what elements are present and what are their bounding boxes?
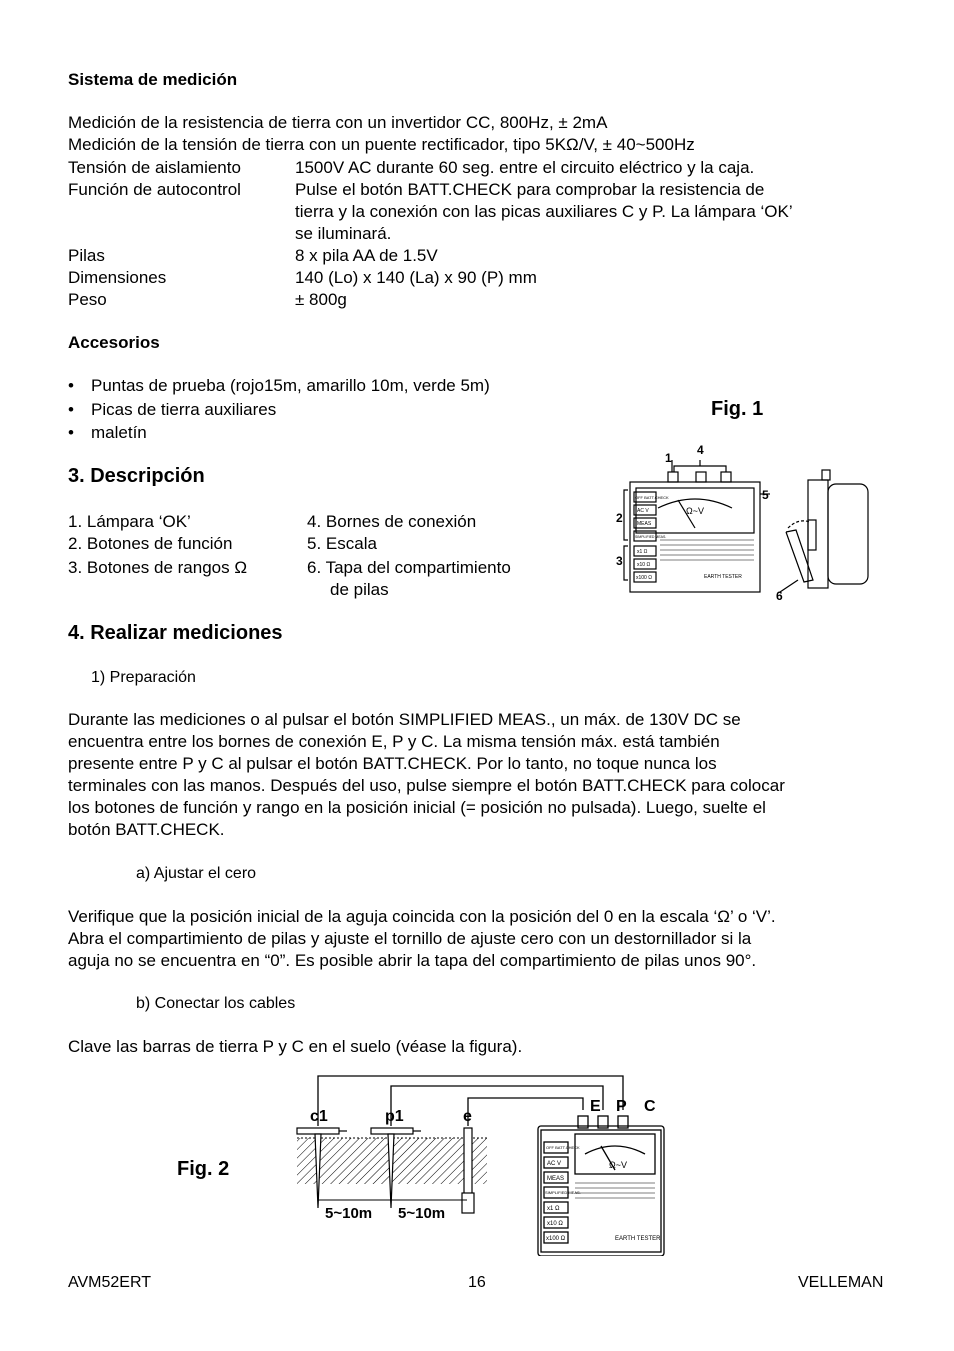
fig2-button-label: MEAS xyxy=(547,1176,565,1182)
fig1-callout: 3 xyxy=(616,554,623,568)
spec-label: Tensión de aislamiento xyxy=(68,158,241,177)
fig1-callout: 5 xyxy=(762,488,769,502)
footer-model: AVM52ERT xyxy=(68,1274,151,1291)
fig2-button-label: OFF BATT.CHECK xyxy=(546,1145,580,1150)
terminal-p xyxy=(696,472,706,482)
bullet-icon: • xyxy=(68,423,74,442)
fig2-caption: Fig. 2 xyxy=(177,1158,230,1180)
spec-value: 1500V AC durante 60 seg. entre el circuito eléctrico y la caja. xyxy=(295,158,755,177)
fig2-tester xyxy=(538,1116,664,1256)
fig1-button-label: x1 Ω xyxy=(637,549,648,555)
terminal-e xyxy=(668,472,678,482)
paragraph-line: Abra el compartimiento de pilas y ajuste el tornillo de ajuste cero con un destornillador si la xyxy=(68,929,752,948)
spec-value: Pulse el botón BATT.CHECK para comprobar la resistencia de xyxy=(295,180,765,199)
spec-value: 8 x pila AA de 1.5V xyxy=(295,246,438,265)
section-heading-realizar: 4. Realizar mediciones xyxy=(68,622,283,644)
battery-cover-slot xyxy=(808,520,816,550)
side-case xyxy=(828,484,868,584)
rod-c1-handle xyxy=(297,1128,339,1134)
fig2-label-p1: p1 xyxy=(385,1108,404,1125)
paragraph-line: botón BATT.CHECK. xyxy=(68,820,225,839)
paragraph-line: terminales con las manos. Después del uso, pulse siempre el botón BATT.CHECK para colocar xyxy=(68,776,785,795)
description-item: 2. Botones de función xyxy=(68,534,233,553)
footer-page-number: 16 xyxy=(468,1274,486,1291)
spec-label: Pilas xyxy=(68,246,105,265)
subheading-preparacion: 1) Preparación xyxy=(91,669,196,686)
fig2-label-E: E xyxy=(590,1098,601,1115)
fig1-button-label: SIMPLIFIED MEAS. xyxy=(635,535,667,539)
fig1-callout: 2 xyxy=(616,511,623,525)
paragraph-line: encuentra entre los bornes de conexión E, P y C. La misma tensión máx. está también xyxy=(68,732,720,751)
fig1-meter-symbol: Ω~V xyxy=(686,506,704,516)
spec-value: se iluminará. xyxy=(295,224,392,243)
fig1-button-label: x10 Ω xyxy=(637,562,651,568)
rod-p1 xyxy=(388,1134,394,1208)
list-item: Picas de tierra auxiliares xyxy=(91,400,277,419)
battery-cover xyxy=(786,530,813,582)
description-item: 6. Tapa del compartimiento xyxy=(307,558,511,577)
spec-value: 140 (Lo) x 140 (La) x 90 (P) mm xyxy=(295,268,537,287)
fig1-earth-tester-diagram xyxy=(608,440,874,605)
spec-line: Medición de la tensión de tierra con un puente rectificador, tipo 5KΩ/V, ± 40~500Hz xyxy=(68,135,695,154)
paragraph-line: los botones de función y rango en la posición inicial (= posición no pulsada). Luego, suelte el xyxy=(68,798,766,817)
rod-e-tip xyxy=(462,1193,474,1213)
footer-brand: VELLEMAN xyxy=(798,1274,884,1291)
fig2-distance-2: 5~10m xyxy=(398,1205,446,1222)
fig2-button-label: SIMPLIFIED MEAS. xyxy=(545,1190,581,1195)
fig2-label-e: e xyxy=(463,1108,472,1125)
spec-label: Función de autocontrol xyxy=(68,180,241,199)
fig1-caption: Fig. 1 xyxy=(711,398,764,420)
side-body xyxy=(808,480,828,588)
fig2-label-c1: c1 xyxy=(310,1108,328,1125)
section-heading-accesorios: Accesorios xyxy=(68,333,160,352)
wire-e xyxy=(468,1098,583,1126)
description-item: de pilas xyxy=(330,580,389,599)
bullet-icon: • xyxy=(68,400,74,419)
fig2-distance-1: 5~10m xyxy=(325,1205,373,1222)
fig1-button-label: MEAS xyxy=(637,521,652,527)
paragraph-line: Verifique que la posición inicial de la aguja coincida con la posición del 0 en la escala ‘Ω’ o ‘V’. xyxy=(68,907,776,926)
paragraph-line: aguja no se encuentra en “0”. Es posible abrir la tapa del compartimiento de pilas unos 90°. xyxy=(68,951,757,970)
side-terminal xyxy=(822,470,830,480)
fig2-label-C: C xyxy=(644,1098,656,1115)
spec-value: tierra y la conexión con las picas auxiliares C y P. La lámpara ‘OK’ xyxy=(295,202,793,221)
fig1-button-label: OFF BATT.CHECK xyxy=(635,495,669,500)
rod-c1 xyxy=(315,1134,321,1208)
spec-label: Peso xyxy=(68,290,107,309)
fig2-button-label: x1 Ω xyxy=(547,1206,560,1212)
description-item: 1. Lámpara ‘OK’ xyxy=(68,512,191,531)
paragraph-line: Durante las mediciones o al pulsar el botón SIMPLIFIED MEAS., un máx. de 130V DC se xyxy=(68,710,741,729)
subheading-ajustar-cero: a) Ajustar el cero xyxy=(136,865,257,882)
fig2-connection-diagram xyxy=(285,1068,665,1256)
section-heading-descripcion: 3. Descripción xyxy=(68,465,205,487)
description-item: 5. Escala xyxy=(307,534,377,553)
fig2-label-P: P xyxy=(616,1098,627,1115)
fig2-meter-symbol: Ω~V xyxy=(609,1160,627,1170)
fig2-button-label: x10 Ω xyxy=(547,1221,563,1227)
list-item: maletín xyxy=(91,423,147,442)
spec-value: ± 800g xyxy=(295,290,347,309)
bullet-icon: • xyxy=(68,376,74,395)
terminal-c xyxy=(721,472,731,482)
fig2-brand: EARTH TESTER xyxy=(615,1236,661,1242)
section-heading-sistema: Sistema de medición xyxy=(68,70,238,89)
paragraph-line: presente entre P y C al pulsar el botón BATT.CHECK. Por lo tanto, no toque nunca los xyxy=(68,754,717,773)
fig1-brand: EARTH TESTER xyxy=(704,574,742,580)
rod-p1-handle xyxy=(371,1128,413,1134)
fig1-button-label: x100 Ω xyxy=(636,575,652,581)
paragraph-line: Clave las barras de tierra P y C en el suelo (véase la figura). xyxy=(68,1037,523,1056)
list-item: Puntas de prueba (rojo15m, amarillo 10m, verde 5m) xyxy=(91,376,490,395)
fig1-callout: 1 xyxy=(665,451,672,465)
spec-label: Dimensiones xyxy=(68,268,167,287)
fig1-callout: 4 xyxy=(697,443,704,457)
description-item: 4. Bornes de conexión xyxy=(307,512,477,531)
spec-line: Medición de la resistencia de tierra con un invertidor CC, 800Hz, ± 2mA xyxy=(68,113,608,132)
fig2-button-label: AC V xyxy=(547,1161,562,1167)
fig1-side-view xyxy=(780,470,868,592)
subheading-conectar-cables: b) Conectar los cables xyxy=(136,995,296,1012)
fig1-button-label: AC V xyxy=(637,508,649,514)
description-item: 3. Botones de rangos Ω xyxy=(68,558,248,577)
wire-p xyxy=(391,1086,603,1126)
fig1-callout: 6 xyxy=(776,589,783,603)
fig2-button-label: x100 Ω xyxy=(546,1236,566,1242)
